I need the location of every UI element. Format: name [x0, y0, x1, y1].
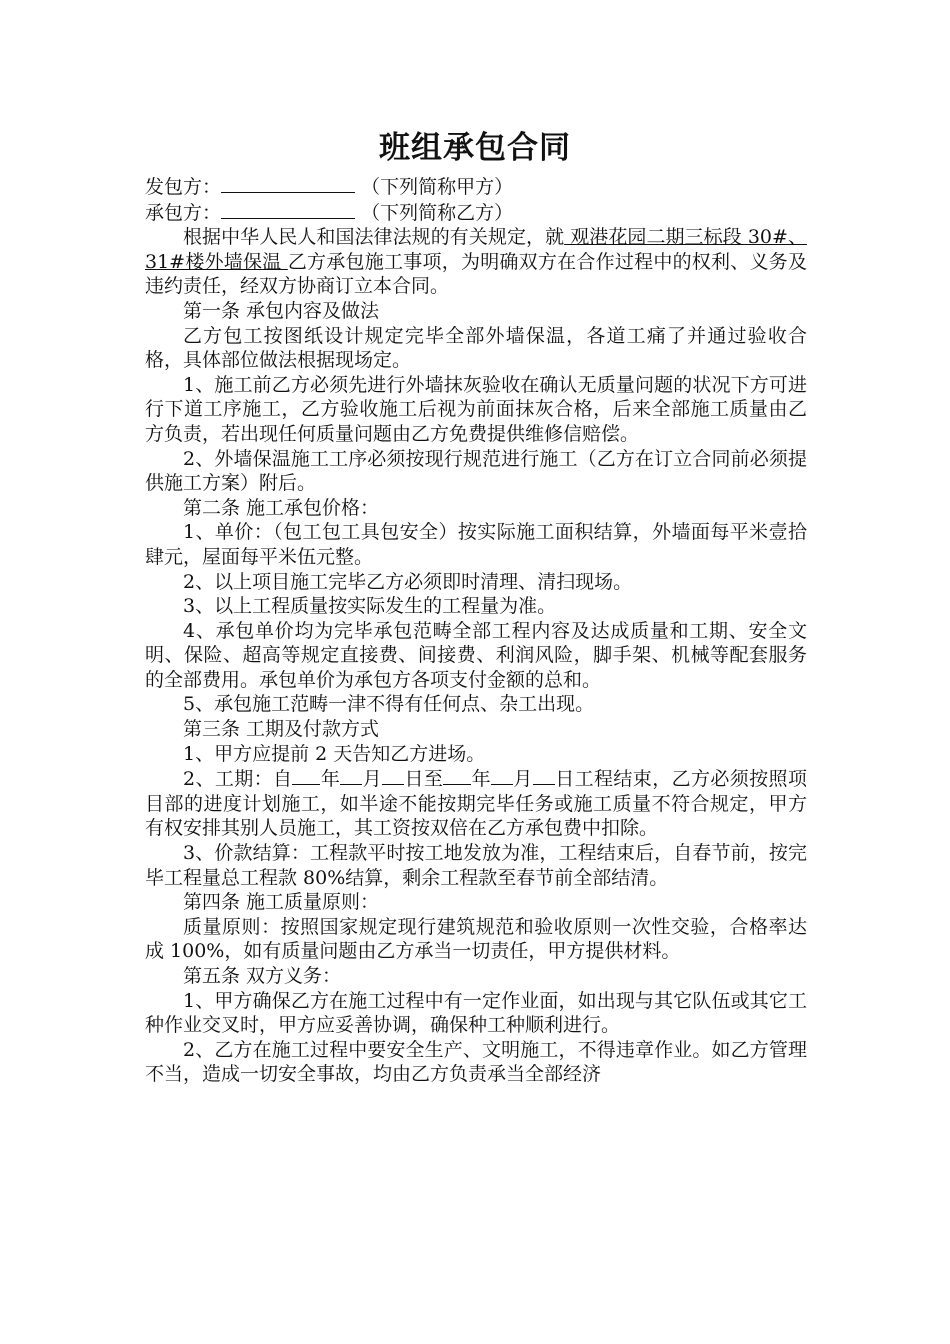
article-3-p3: 3、价款结算：工程款平时按工地发放为准，工程结束后，自春节前，按完毕工程量总工程款 80%结算，剩余工程款至春节前全部结清。 — [145, 842, 807, 889]
party-b-note: （下列简称乙方） — [361, 201, 514, 224]
date-blank — [443, 766, 471, 785]
article-2-p3: 3、以上工程质量按实际发生的工程量为准。 — [183, 595, 557, 618]
article-3-p1: 1、甲方应提前 2 天告知乙方进场。 — [183, 742, 486, 765]
article-2-p2: 2、以上项目施工完毕乙方必须即时清理、清扫现场。 — [183, 570, 633, 593]
article-5-heading: 第五条 双方义务： — [183, 965, 342, 987]
date-blank — [382, 766, 404, 785]
article-1-p1: 乙方包工按图纸设计规定完毕全部外墙保温，各道工痛了并通过验收合格，具体部位做法根据现场定。 — [145, 324, 807, 372]
article-2-heading: 第二条 施工承包价格： — [183, 496, 380, 519]
party-a-label: 发包方： — [145, 176, 222, 198]
party-a-note: （下列简称甲方） — [361, 176, 514, 198]
date-blank — [533, 766, 555, 785]
party-b-line — [145, 200, 807, 226]
article-4-p1: 质量原则：按照国家规定现行建筑规范和验收原则一次性交验，合格率达成 100%，如有质量问题由乙方承当一切责任，甲方提供材料。 — [145, 915, 807, 963]
document-title: 班组承包合同 — [379, 130, 571, 166]
date-blank — [491, 766, 513, 785]
project-name: 观港花园二期三标段 30#、31#楼外墙保温 — [145, 226, 807, 273]
date-blank — [292, 766, 320, 785]
intro-after: 乙方承包施工事项，为明确双方在合作过程中的权利、义务及违约责任，经双方协商订立本合同。 — [145, 250, 807, 298]
article-5-p2: 2、乙方在施工过程中要安全生产、文明施工，不得违章作业。如乙方管理不当，造成一切安全事故，均由乙方负责承当全部经济 — [145, 1038, 807, 1086]
article-1-p3: 2、外墙保温施工工序必须按现行规范进行施工（乙方在订立合同前必须提供施工方案）附后。 — [145, 447, 807, 495]
article-1-heading: 第一条 承包内容及做法 — [183, 299, 380, 322]
party-a-blank — [221, 174, 355, 193]
article-2-p5: 5、承包施工范畴一津不得有任何点、杂工出现。 — [183, 693, 595, 716]
intro-before: 根据中华人民人和国法律法规的有关规定，就 — [183, 226, 565, 249]
article-5-p1: 1、甲方确保乙方在施工过程中有一定作业面，如出现与其它队伍或其它工种作业交叉时，甲方应妥善协调，确保种工种顺利进行。 — [145, 989, 807, 1037]
article-1-p2: 1、施工前乙方必须先进行外墙抹灰验收在确认无质量问题的状况下方可进行下道工序施工，乙方验收施工后视为前面抹灰合格，后来全部施工质量由乙方负责，若出现任何质量问题由乙方免费提供维修信赔偿。 — [145, 373, 807, 445]
intro-paragraph — [145, 225, 807, 299]
contract-body — [145, 174, 807, 1087]
article-4-heading: 第四条 施工质量原则： — [183, 891, 380, 914]
date-blank — [340, 766, 362, 785]
article-2-p4: 4、承包单价均为完毕承包范畴全部工程内容及达成质量和工期、安全文明、保险、超高等规定直接费、间接费、利润风险，脚手架、机械等配套服务的全部费用。承包单价为承包方各项支付金额的总和。 — [145, 619, 807, 691]
article-2-p1: 1、单价：（包工包工具包安全）按实际施工面积结算，外墙面每平米壹拾肆元，屋面每平米伍元整。 — [145, 521, 807, 568]
party-b-label: 承包方： — [145, 201, 222, 224]
article-3-p2: 2、工期：自 年 月 日至 年 月 日工程结束，乙方必须按照项目部的进度计划施工，如半途不能按期完毕任务或施工质量不符合规定，甲方有权安排其别人员施工，其工资按双倍在乙方承包费中扣除。 — [145, 768, 807, 840]
party-b-blank — [221, 200, 355, 219]
article-3-heading: 第三条 工期及付款方式 — [183, 718, 380, 741]
party-a-line — [145, 174, 807, 200]
